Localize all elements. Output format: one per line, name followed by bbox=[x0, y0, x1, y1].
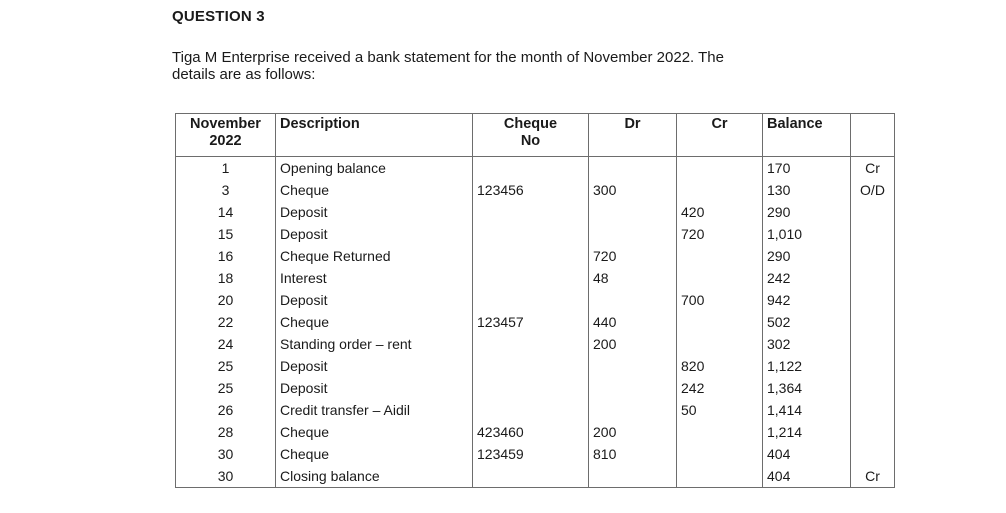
cell-dr: 200 bbox=[589, 421, 677, 443]
cell-description: Deposit bbox=[276, 201, 473, 223]
cell-indicator bbox=[851, 443, 895, 465]
cell-balance: 404 bbox=[763, 443, 851, 465]
header-cr: Cr bbox=[677, 114, 763, 157]
table-row bbox=[176, 421, 895, 443]
cell-description: Cheque Returned bbox=[276, 245, 473, 267]
intro-line-2: details are as follows: bbox=[172, 66, 316, 83]
cell-dr bbox=[589, 355, 677, 377]
header-balance: Balance bbox=[763, 114, 851, 157]
cell-cr bbox=[677, 465, 763, 488]
header-dr: Dr bbox=[589, 114, 677, 157]
cell-cr: 720 bbox=[677, 223, 763, 245]
header-date bbox=[176, 114, 276, 157]
cell-cheque-no bbox=[473, 201, 589, 223]
cell-balance: 404 bbox=[763, 465, 851, 488]
cell-indicator bbox=[851, 355, 895, 377]
header-date-line-2: 2022 bbox=[209, 133, 242, 149]
table-row bbox=[176, 267, 895, 289]
cell-description: Cheque bbox=[276, 421, 473, 443]
cell-indicator bbox=[851, 245, 895, 267]
cell-description: Interest bbox=[276, 267, 473, 289]
header-cheque-line-2: No bbox=[520, 133, 541, 149]
cell-date: 26 bbox=[176, 399, 276, 421]
header-date-line-1: November bbox=[190, 116, 261, 132]
cell-indicator: Cr bbox=[851, 465, 895, 488]
cell-balance: 170 bbox=[763, 157, 851, 180]
cell-balance: 302 bbox=[763, 333, 851, 355]
cell-indicator bbox=[851, 421, 895, 443]
cell-cr: 820 bbox=[677, 355, 763, 377]
cell-date: 22 bbox=[176, 311, 276, 333]
cell-date: 14 bbox=[176, 201, 276, 223]
cell-dr bbox=[589, 399, 677, 421]
cell-description: Opening balance bbox=[276, 157, 473, 180]
cell-cr bbox=[677, 421, 763, 443]
cell-balance: 290 bbox=[763, 201, 851, 223]
cell-cheque-no bbox=[473, 267, 589, 289]
cell-cheque-no: 123456 bbox=[473, 179, 589, 201]
cell-cheque-no: 123457 bbox=[473, 311, 589, 333]
cell-cr bbox=[677, 311, 763, 333]
cell-description: Standing order – rent bbox=[276, 333, 473, 355]
cell-cheque-no bbox=[473, 399, 589, 421]
cell-indicator bbox=[851, 289, 895, 311]
cell-balance: 1,010 bbox=[763, 223, 851, 245]
table-header-row bbox=[176, 114, 895, 157]
cell-dr bbox=[589, 157, 677, 180]
cell-date: 28 bbox=[176, 421, 276, 443]
cell-dr bbox=[589, 465, 677, 488]
cell-indicator: O/D bbox=[851, 179, 895, 201]
cell-date: 18 bbox=[176, 267, 276, 289]
cell-dr: 810 bbox=[589, 443, 677, 465]
cell-balance: 242 bbox=[763, 267, 851, 289]
table-row bbox=[176, 157, 895, 180]
table-row bbox=[176, 201, 895, 223]
cell-cr: 700 bbox=[677, 289, 763, 311]
cell-dr bbox=[589, 289, 677, 311]
cell-cr: 242 bbox=[677, 377, 763, 399]
cell-balance: 1,122 bbox=[763, 355, 851, 377]
cell-cheque-no: 423460 bbox=[473, 421, 589, 443]
question-intro bbox=[172, 49, 932, 83]
header-description: Description bbox=[276, 114, 473, 157]
cell-cheque-no bbox=[473, 223, 589, 245]
cell-date: 25 bbox=[176, 355, 276, 377]
cell-cheque-no bbox=[473, 157, 589, 180]
cell-description: Cheque bbox=[276, 179, 473, 201]
cell-dr: 720 bbox=[589, 245, 677, 267]
cell-cr bbox=[677, 157, 763, 180]
cell-description: Deposit bbox=[276, 223, 473, 245]
table-row bbox=[176, 245, 895, 267]
cell-description: Cheque bbox=[276, 443, 473, 465]
cell-indicator bbox=[851, 267, 895, 289]
cell-indicator bbox=[851, 223, 895, 245]
cell-balance: 1,364 bbox=[763, 377, 851, 399]
cell-indicator bbox=[851, 333, 895, 355]
table-row bbox=[176, 355, 895, 377]
cell-cr: 420 bbox=[677, 201, 763, 223]
table-body bbox=[176, 157, 895, 488]
cell-date: 20 bbox=[176, 289, 276, 311]
cell-indicator bbox=[851, 377, 895, 399]
cell-balance: 1,214 bbox=[763, 421, 851, 443]
header-cheque-no bbox=[473, 114, 589, 157]
cell-balance: 942 bbox=[763, 289, 851, 311]
cell-cheque-no bbox=[473, 245, 589, 267]
table-row bbox=[176, 443, 895, 465]
table-row bbox=[176, 289, 895, 311]
cell-cheque-no bbox=[473, 333, 589, 355]
cell-date: 3 bbox=[176, 179, 276, 201]
table-row bbox=[176, 399, 895, 421]
cell-description: Deposit bbox=[276, 289, 473, 311]
cell-date: 25 bbox=[176, 377, 276, 399]
cell-cr: 50 bbox=[677, 399, 763, 421]
table-row bbox=[176, 377, 895, 399]
question-heading: QUESTION 3 bbox=[172, 8, 265, 25]
cell-indicator bbox=[851, 311, 895, 333]
intro-line-1: Tiga M Enterprise received a bank statement for the month of November 2022. The bbox=[172, 49, 724, 66]
cell-description: Deposit bbox=[276, 355, 473, 377]
cell-cr bbox=[677, 267, 763, 289]
cell-description: Cheque bbox=[276, 311, 473, 333]
cell-description: Credit transfer – Aidil bbox=[276, 399, 473, 421]
cell-dr bbox=[589, 223, 677, 245]
cell-indicator bbox=[851, 201, 895, 223]
cell-date: 24 bbox=[176, 333, 276, 355]
cell-dr bbox=[589, 201, 677, 223]
cell-date: 16 bbox=[176, 245, 276, 267]
cell-cr bbox=[677, 245, 763, 267]
cell-cr bbox=[677, 443, 763, 465]
cell-dr: 200 bbox=[589, 333, 677, 355]
bank-statement-table bbox=[175, 113, 895, 488]
cell-cheque-no: 123459 bbox=[473, 443, 589, 465]
cell-dr: 300 bbox=[589, 179, 677, 201]
cell-dr bbox=[589, 377, 677, 399]
cell-cheque-no bbox=[473, 465, 589, 488]
cell-date: 30 bbox=[176, 465, 276, 488]
cell-date: 30 bbox=[176, 443, 276, 465]
cell-balance: 130 bbox=[763, 179, 851, 201]
cell-dr: 48 bbox=[589, 267, 677, 289]
table-row bbox=[176, 333, 895, 355]
cell-indicator: Cr bbox=[851, 157, 895, 180]
table-row bbox=[176, 311, 895, 333]
cell-indicator bbox=[851, 399, 895, 421]
cell-balance: 1,414 bbox=[763, 399, 851, 421]
cell-date: 15 bbox=[176, 223, 276, 245]
cell-description: Closing balance bbox=[276, 465, 473, 488]
cell-cheque-no bbox=[473, 289, 589, 311]
cell-balance: 290 bbox=[763, 245, 851, 267]
cell-cheque-no bbox=[473, 355, 589, 377]
cell-cheque-no bbox=[473, 377, 589, 399]
cell-balance: 502 bbox=[763, 311, 851, 333]
cell-description: Deposit bbox=[276, 377, 473, 399]
header-cheque-line-1: Cheque bbox=[503, 116, 558, 132]
table-row bbox=[176, 179, 895, 201]
table-row bbox=[176, 465, 895, 488]
header-indicator bbox=[851, 114, 895, 157]
cell-cr bbox=[677, 333, 763, 355]
cell-dr: 440 bbox=[589, 311, 677, 333]
table-row bbox=[176, 223, 895, 245]
cell-cr bbox=[677, 179, 763, 201]
cell-date: 1 bbox=[176, 157, 276, 180]
